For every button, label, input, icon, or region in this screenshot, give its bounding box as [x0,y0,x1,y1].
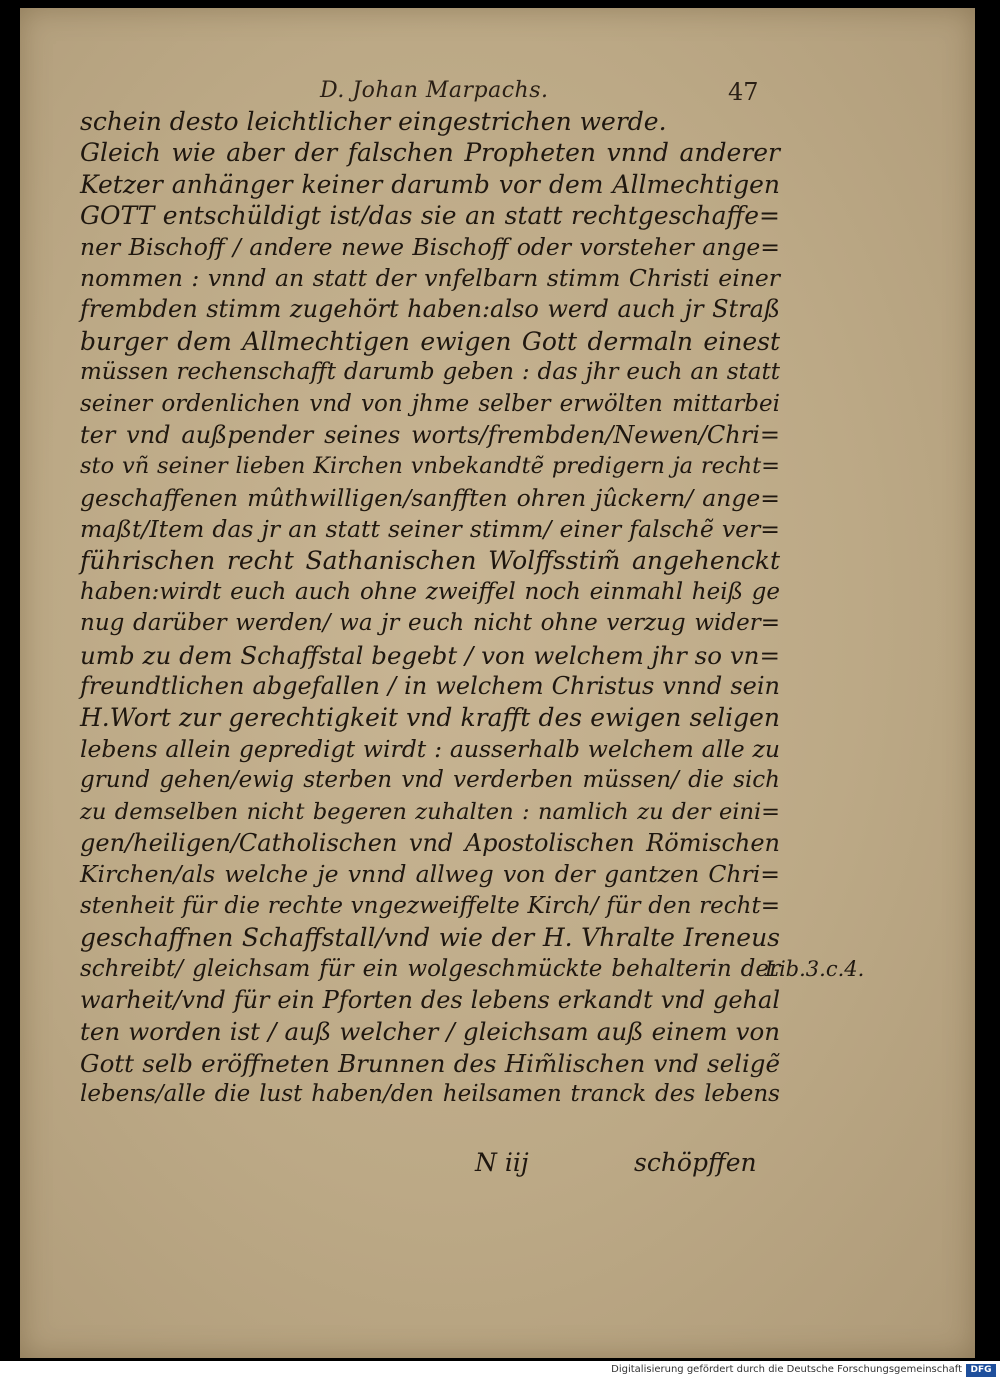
text-line: sto vñ seiner lieben Kirchen vnbekandtẽ predigern ja recht= [80,453,780,480]
page-footer [20,1148,975,1188]
text-line: umb zu dem Schaffstal begebt / von welchem jhr so vn= [80,640,780,670]
text-line: nommen : vnnd an statt der vnfelbarn stimm Christi einer [80,263,780,292]
text-line: seiner ordenlichen vnd von jhme selber erwölten mittarbei [80,390,780,417]
text-line: Ketzer anhänger keiner darumb vor dem Allmechtigen [80,169,780,199]
text-line: schein desto leichtlicher eingestrichen werde. [80,107,667,136]
text-line: freundtlichen abgefallen / in welchem Christus vnnd sein [80,672,780,701]
running-head: D. Johan Marpachs. [320,78,549,103]
text-line: geschaffnen Schaffstall/vnd wie der H. Vhralte Ireneus [80,923,780,953]
text-line: Gott selb eröffneten Brunnen des Him̃lischen vnd seligẽ [80,1048,780,1078]
text-line: Kirchen/als welche je vnnd allweg von der gantzen Chri= [80,860,780,889]
catchword: schöpffen [634,1148,757,1177]
funding-bar [0,1361,1000,1381]
text-line: geschaffenen mûthwilligen/sanfften ohren jûckern/ ange= [80,483,780,512]
signature-mark: N iij [475,1148,529,1177]
text-line: führischen recht Sathanischen Wolffsstim̃ angehenckt [80,546,780,576]
text-line: schreibt/ gleichsam für ein wolgeschmückte behalterin der [80,955,780,982]
text-line: müssen rechenschafft darumb geben : das jhr euch an statt [80,359,780,386]
funding-text: Digitalisierung gefördert durch die Deutsche Forschungsgemeinschaft [611,1364,962,1375]
text-line: GOTT entschüldigt ist/das sie an statt rechtgeschaffe= [80,201,780,231]
text-line: gen/heiligen/Catholischen vnd Apostolischen Römischen [80,828,780,857]
text-line: ten worden ist / auß welcher / gleichsam auß einem von [80,1017,780,1047]
text-line: Gleich wie aber der falschen Propheten vnnd anderer [80,138,780,168]
text-line: haben:wirdt euch auch ohne zweiffel noch einmahl heiß ge [80,578,780,605]
text-line: warheit/vnd für ein Pforten des lebens erkandt vnd gehal [80,985,780,1014]
text-line: burger dem Allmechtigen ewigen Gott dermaln einest [80,326,780,356]
text-line: ner Bischoff / andere newe Bischoff oder vorsteher ange= [80,232,780,261]
text-line: frembden stimm zugehört haben:also werd auch jr Straß [80,295,780,324]
dfg-logo: DFG [966,1364,996,1377]
text-line: zu demselben nicht begeren zuhalten : namlich zu der eini= [80,798,780,825]
text-line: lebens allein gepredigt wirdt : ausserhalb welchem alle zu [80,734,780,763]
text-line: nug darüber werden/ wa jr euch nicht ohne verzug wider= [80,610,780,637]
book-page [20,8,975,1358]
text-line: maßt/Item das jr an statt seiner stimm/ einer falschẽ ver= [80,515,780,544]
text-line: grund gehen/ewig sterben vnd verderben müssen/ die sich [80,767,780,794]
text-line: H.Wort zur gerechtigkeit vnd krafft des ewigen seligen [80,703,780,733]
page-number: 47 [728,78,759,106]
marginal-note: Lib.3.c.4. [765,957,865,981]
body-text [80,106,780,1111]
text-line: lebens/alle die lust haben/den heilsamen tranck des lebens [80,1081,780,1108]
text-line: stenheit für die rechte vngezweiffelte Kirch/ für den recht= [80,892,780,919]
text-line: ter vnd außpender seines worts/frembden/Newen/Chri= [80,420,780,449]
